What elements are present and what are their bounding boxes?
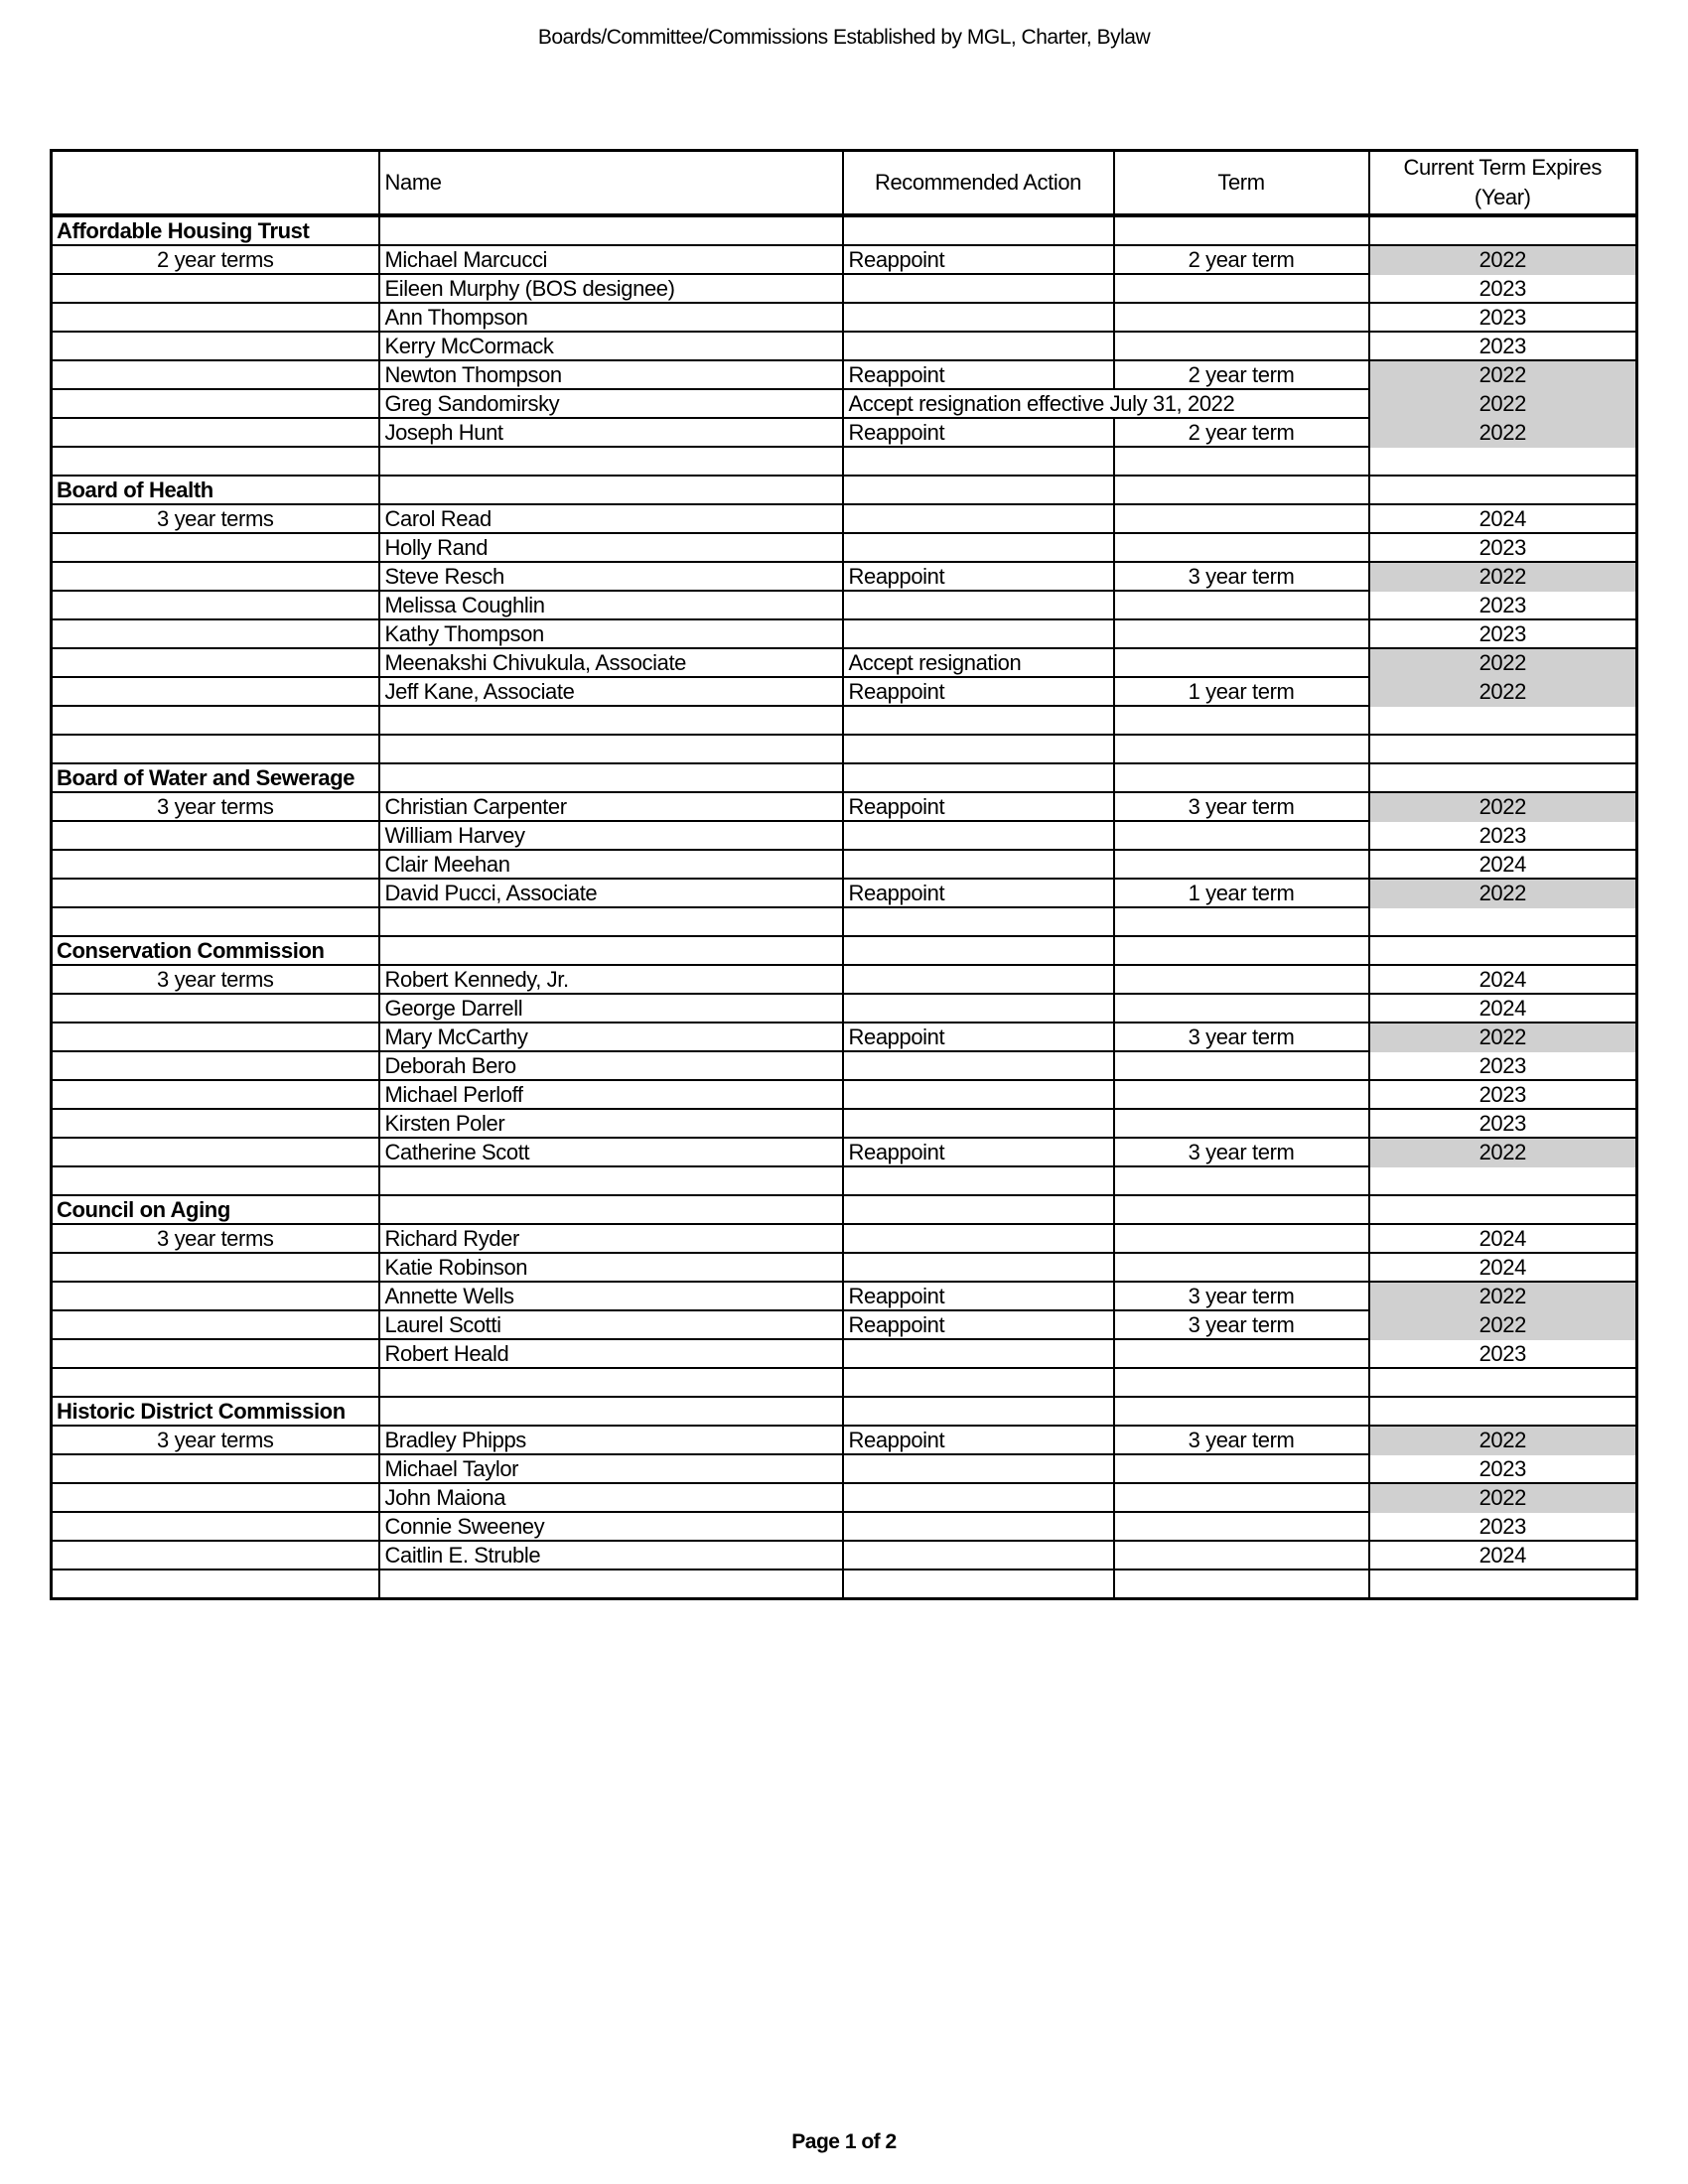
header-term: Term xyxy=(1114,151,1369,216)
member-name: Richard Ryder xyxy=(379,1224,843,1253)
recommended-action xyxy=(843,1541,1114,1570)
member-name: George Darrell xyxy=(379,994,843,1023)
recommended-action xyxy=(843,1512,1114,1541)
empty-cell xyxy=(52,1109,379,1138)
term xyxy=(1114,1224,1369,1253)
empty-cell xyxy=(379,735,843,763)
empty-cell xyxy=(52,1512,379,1541)
member-row xyxy=(52,389,1637,418)
recommended-action: Accept resignation effective July 31, 2022 xyxy=(843,389,1369,418)
empty-cell xyxy=(843,476,1114,504)
member-name: Eileen Murphy (BOS designee) xyxy=(379,274,843,303)
member-name: Michael Perloff xyxy=(379,1080,843,1109)
empty-cell xyxy=(379,1368,843,1397)
member-name: Annette Wells xyxy=(379,1282,843,1310)
recommended-action xyxy=(843,1253,1114,1282)
member-name: Connie Sweeney xyxy=(379,1512,843,1541)
empty-cell xyxy=(52,533,379,562)
member-row xyxy=(52,965,1637,994)
member-row xyxy=(52,821,1637,850)
empty-cell xyxy=(1114,1166,1369,1195)
group-title-row xyxy=(52,215,1637,245)
term-expires-year: 2023 xyxy=(1369,533,1637,562)
table-body xyxy=(52,215,1637,1599)
member-row xyxy=(52,1138,1637,1166)
recommended-action: Reappoint xyxy=(843,1310,1114,1339)
term xyxy=(1114,533,1369,562)
recommended-action: Reappoint xyxy=(843,562,1114,591)
recommended-action: Accept resignation xyxy=(843,648,1114,677)
term xyxy=(1114,1080,1369,1109)
term xyxy=(1114,1109,1369,1138)
term xyxy=(1114,504,1369,533)
recommended-action: Reappoint xyxy=(843,792,1114,821)
term-expires-year: 2023 xyxy=(1369,332,1637,360)
empty-cell xyxy=(1114,735,1369,763)
empty-cell xyxy=(1114,1368,1369,1397)
member-row xyxy=(52,850,1637,879)
member-row xyxy=(52,533,1637,562)
empty-cell xyxy=(379,907,843,936)
member-row xyxy=(52,332,1637,360)
recommended-action xyxy=(843,1080,1114,1109)
member-row xyxy=(52,1023,1637,1051)
empty-cell xyxy=(52,1541,379,1570)
member-name: Robert Heald xyxy=(379,1339,843,1368)
empty-cell xyxy=(52,677,379,706)
header-current-term-expires: Current Term Expires (Year) xyxy=(1369,151,1637,216)
blank-row xyxy=(52,447,1637,476)
member-row xyxy=(52,879,1637,907)
empty-cell xyxy=(1369,907,1637,936)
term-expires-year: 2023 xyxy=(1369,303,1637,332)
member-name: Christian Carpenter xyxy=(379,792,843,821)
term-expires-year: 2024 xyxy=(1369,1224,1637,1253)
member-row xyxy=(52,619,1637,648)
empty-cell xyxy=(843,1397,1114,1426)
member-name: Clair Meehan xyxy=(379,850,843,879)
recommended-action xyxy=(843,1224,1114,1253)
group-name: Historic District Commission xyxy=(52,1397,379,1426)
empty-cell xyxy=(1114,763,1369,792)
member-row xyxy=(52,1310,1637,1339)
recommended-action xyxy=(843,850,1114,879)
term: 3 year term xyxy=(1114,792,1369,821)
term-expires-year: 2022 xyxy=(1369,562,1637,591)
term: 3 year term xyxy=(1114,1426,1369,1454)
member-row xyxy=(52,591,1637,619)
group-title-row xyxy=(52,1195,1637,1224)
term: 1 year term xyxy=(1114,677,1369,706)
empty-cell xyxy=(52,648,379,677)
member-row xyxy=(52,677,1637,706)
empty-cell xyxy=(52,879,379,907)
empty-cell xyxy=(52,1166,379,1195)
empty-cell xyxy=(843,1570,1114,1599)
group-name: Affordable Housing Trust xyxy=(52,215,379,245)
term-expires-year: 2023 xyxy=(1369,1080,1637,1109)
empty-cell xyxy=(52,360,379,389)
member-row xyxy=(52,1541,1637,1570)
member-name: Deborah Bero xyxy=(379,1051,843,1080)
member-name: Meenakshi Chivukula, Associate xyxy=(379,648,843,677)
empty-cell xyxy=(1369,1397,1637,1426)
term-expires-year: 2022 xyxy=(1369,792,1637,821)
group-name: Council on Aging xyxy=(52,1195,379,1224)
term xyxy=(1114,965,1369,994)
empty-cell xyxy=(52,1282,379,1310)
empty-cell xyxy=(843,936,1114,965)
term-expires-year: 2022 xyxy=(1369,1310,1637,1339)
group-name: Conservation Commission xyxy=(52,936,379,965)
member-name: Joseph Hunt xyxy=(379,418,843,447)
empty-cell xyxy=(843,1368,1114,1397)
blank-row xyxy=(52,1166,1637,1195)
empty-cell xyxy=(52,850,379,879)
term: 3 year term xyxy=(1114,562,1369,591)
term xyxy=(1114,591,1369,619)
empty-cell xyxy=(1369,735,1637,763)
empty-cell xyxy=(52,303,379,332)
member-name: Holly Rand xyxy=(379,533,843,562)
empty-cell xyxy=(1114,215,1369,245)
member-row xyxy=(52,303,1637,332)
empty-cell xyxy=(52,389,379,418)
term xyxy=(1114,1483,1369,1512)
term xyxy=(1114,274,1369,303)
group-title-row xyxy=(52,1397,1637,1426)
term-expires-year: 2023 xyxy=(1369,619,1637,648)
term-expires-year: 2023 xyxy=(1369,1051,1637,1080)
member-name: Jeff Kane, Associate xyxy=(379,677,843,706)
empty-cell xyxy=(1114,1397,1369,1426)
header-row xyxy=(52,151,1637,216)
member-row xyxy=(52,648,1637,677)
term xyxy=(1114,619,1369,648)
term-expires-year: 2022 xyxy=(1369,245,1637,274)
recommended-action xyxy=(843,274,1114,303)
empty-cell xyxy=(843,735,1114,763)
recommended-action: Reappoint xyxy=(843,418,1114,447)
empty-cell xyxy=(1114,907,1369,936)
empty-cell xyxy=(843,763,1114,792)
term: 2 year term xyxy=(1114,245,1369,274)
empty-cell xyxy=(52,1310,379,1339)
member-row xyxy=(52,1483,1637,1512)
member-row xyxy=(52,994,1637,1023)
member-row xyxy=(52,1426,1637,1454)
member-row xyxy=(52,1282,1637,1310)
empty-cell xyxy=(52,994,379,1023)
header-recommended-action: Recommended Action xyxy=(843,151,1114,216)
empty-cell xyxy=(1369,1570,1637,1599)
recommended-action: Reappoint xyxy=(843,1138,1114,1166)
term-expires-year: 2022 xyxy=(1369,1138,1637,1166)
member-row xyxy=(52,418,1637,447)
empty-cell xyxy=(1369,476,1637,504)
member-name: Greg Sandomirsky xyxy=(379,389,843,418)
term-expires-year: 2024 xyxy=(1369,994,1637,1023)
blank-row xyxy=(52,1368,1637,1397)
empty-cell xyxy=(52,735,379,763)
empty-cell xyxy=(52,1253,379,1282)
term-expires-year: 2022 xyxy=(1369,648,1637,677)
recommended-action xyxy=(843,504,1114,533)
empty-cell xyxy=(52,907,379,936)
member-name: Melissa Coughlin xyxy=(379,591,843,619)
member-name: Steve Resch xyxy=(379,562,843,591)
empty-cell xyxy=(843,907,1114,936)
member-row xyxy=(52,1224,1637,1253)
empty-cell xyxy=(1114,706,1369,735)
empty-cell xyxy=(52,706,379,735)
term-expires-year: 2024 xyxy=(1369,965,1637,994)
empty-cell xyxy=(52,562,379,591)
empty-cell xyxy=(52,1023,379,1051)
empty-cell xyxy=(1369,1195,1637,1224)
group-name: Board of Health xyxy=(52,476,379,504)
empty-cell xyxy=(1114,936,1369,965)
member-name: Michael Taylor xyxy=(379,1454,843,1483)
term xyxy=(1114,994,1369,1023)
empty-cell xyxy=(379,763,843,792)
empty-cell xyxy=(52,821,379,850)
header-name: Name xyxy=(379,151,843,216)
empty-cell xyxy=(52,447,379,476)
term-expires-year: 2022 xyxy=(1369,389,1637,418)
recommended-action xyxy=(843,1454,1114,1483)
empty-cell xyxy=(1369,1368,1637,1397)
member-row xyxy=(52,1454,1637,1483)
group-terms: 3 year terms xyxy=(52,1224,379,1253)
term xyxy=(1114,1253,1369,1282)
member-name: Catherine Scott xyxy=(379,1138,843,1166)
term xyxy=(1114,850,1369,879)
empty-cell xyxy=(379,1166,843,1195)
empty-cell xyxy=(843,215,1114,245)
member-row xyxy=(52,1253,1637,1282)
term-expires-year: 2023 xyxy=(1369,1512,1637,1541)
empty-cell xyxy=(843,706,1114,735)
term-expires-year: 2024 xyxy=(1369,504,1637,533)
empty-cell xyxy=(52,619,379,648)
page-number: Page 1 of 2 xyxy=(791,2130,897,2153)
group-terms: 3 year terms xyxy=(52,504,379,533)
term xyxy=(1114,1051,1369,1080)
blank-row xyxy=(52,1570,1637,1599)
empty-cell xyxy=(843,447,1114,476)
member-name: Laurel Scotti xyxy=(379,1310,843,1339)
term-expires-year: 2022 xyxy=(1369,1023,1637,1051)
empty-cell xyxy=(52,1051,379,1080)
member-name: Robert Kennedy, Jr. xyxy=(379,965,843,994)
empty-cell xyxy=(379,215,843,245)
blank-row xyxy=(52,735,1637,763)
member-row xyxy=(52,1080,1637,1109)
term xyxy=(1114,821,1369,850)
member-name: Carol Read xyxy=(379,504,843,533)
empty-cell xyxy=(843,1195,1114,1224)
blank-row xyxy=(52,907,1637,936)
group-title-row xyxy=(52,763,1637,792)
empty-cell xyxy=(52,1483,379,1512)
term-expires-year: 2022 xyxy=(1369,879,1637,907)
term-expires-year: 2023 xyxy=(1369,1109,1637,1138)
member-row xyxy=(52,792,1637,821)
empty-cell xyxy=(379,1195,843,1224)
empty-cell xyxy=(1369,215,1637,245)
recommended-action: Reappoint xyxy=(843,360,1114,389)
term: 3 year term xyxy=(1114,1023,1369,1051)
empty-cell xyxy=(52,274,379,303)
term xyxy=(1114,303,1369,332)
member-name: Kirsten Poler xyxy=(379,1109,843,1138)
empty-cell xyxy=(1114,1570,1369,1599)
member-row xyxy=(52,1051,1637,1080)
member-name: Katie Robinson xyxy=(379,1253,843,1282)
term-expires-year: 2024 xyxy=(1369,1253,1637,1282)
term xyxy=(1114,1541,1369,1570)
term: 3 year term xyxy=(1114,1138,1369,1166)
term xyxy=(1114,1454,1369,1483)
recommended-action xyxy=(843,1339,1114,1368)
term: 2 year term xyxy=(1114,360,1369,389)
empty-cell xyxy=(52,591,379,619)
member-row xyxy=(52,504,1637,533)
recommended-action: Reappoint xyxy=(843,879,1114,907)
empty-cell xyxy=(379,1397,843,1426)
member-row xyxy=(52,1109,1637,1138)
group-terms: 3 year terms xyxy=(52,792,379,821)
empty-cell xyxy=(1114,476,1369,504)
member-row xyxy=(52,245,1637,274)
member-name: John Maiona xyxy=(379,1483,843,1512)
term-expires-year: 2023 xyxy=(1369,1454,1637,1483)
empty-cell xyxy=(379,476,843,504)
group-name: Board of Water and Sewerage xyxy=(52,763,379,792)
empty-cell xyxy=(379,936,843,965)
boards-table xyxy=(50,149,1638,1600)
empty-cell xyxy=(843,1166,1114,1195)
empty-cell xyxy=(1114,1195,1369,1224)
empty-cell xyxy=(52,1080,379,1109)
member-name: Kathy Thompson xyxy=(379,619,843,648)
group-terms: 2 year terms xyxy=(52,245,379,274)
term-expires-year: 2024 xyxy=(1369,850,1637,879)
term-expires-year: 2022 xyxy=(1369,1483,1637,1512)
member-row xyxy=(52,562,1637,591)
term: 1 year term xyxy=(1114,879,1369,907)
group-title-row xyxy=(52,476,1637,504)
empty-cell xyxy=(1369,706,1637,735)
member-name: Bradley Phipps xyxy=(379,1426,843,1454)
document-title: Boards/Committee/Commissions Established by MGL, Charter, Bylaw xyxy=(537,26,1151,49)
term: 2 year term xyxy=(1114,418,1369,447)
term-expires-year: 2023 xyxy=(1369,1339,1637,1368)
empty-cell xyxy=(52,1138,379,1166)
recommended-action xyxy=(843,994,1114,1023)
empty-cell xyxy=(1369,1166,1637,1195)
term xyxy=(1114,1512,1369,1541)
header-board xyxy=(52,151,379,216)
member-row xyxy=(52,274,1637,303)
member-name: Kerry McCormack xyxy=(379,332,843,360)
recommended-action xyxy=(843,821,1114,850)
recommended-action xyxy=(843,1051,1114,1080)
empty-cell xyxy=(52,1454,379,1483)
member-name: William Harvey xyxy=(379,821,843,850)
recommended-action xyxy=(843,1109,1114,1138)
blank-row xyxy=(52,706,1637,735)
group-terms: 3 year terms xyxy=(52,965,379,994)
term-expires-year: 2022 xyxy=(1369,418,1637,447)
recommended-action xyxy=(843,533,1114,562)
term xyxy=(1114,1339,1369,1368)
recommended-action: Reappoint xyxy=(843,245,1114,274)
recommended-action: Reappoint xyxy=(843,1282,1114,1310)
term-expires-year: 2022 xyxy=(1369,1426,1637,1454)
empty-cell xyxy=(379,1570,843,1599)
recommended-action: Reappoint xyxy=(843,1426,1114,1454)
empty-cell xyxy=(379,706,843,735)
term xyxy=(1114,648,1369,677)
term: 3 year term xyxy=(1114,1282,1369,1310)
empty-cell xyxy=(52,1339,379,1368)
term-expires-year: 2022 xyxy=(1369,677,1637,706)
term: 3 year term xyxy=(1114,1310,1369,1339)
recommended-action xyxy=(843,332,1114,360)
recommended-action xyxy=(843,619,1114,648)
recommended-action xyxy=(843,1483,1114,1512)
empty-cell xyxy=(1114,447,1369,476)
empty-cell xyxy=(52,418,379,447)
group-title-row xyxy=(52,936,1637,965)
member-name: Michael Marcucci xyxy=(379,245,843,274)
member-row xyxy=(52,1339,1637,1368)
empty-cell xyxy=(52,332,379,360)
member-name: Ann Thompson xyxy=(379,303,843,332)
member-name: Mary McCarthy xyxy=(379,1023,843,1051)
member-name: Newton Thompson xyxy=(379,360,843,389)
member-row xyxy=(52,1512,1637,1541)
empty-cell xyxy=(1369,763,1637,792)
empty-cell xyxy=(52,1368,379,1397)
term-expires-year: 2024 xyxy=(1369,1541,1637,1570)
term-expires-year: 2023 xyxy=(1369,591,1637,619)
member-name: David Pucci, Associate xyxy=(379,879,843,907)
empty-cell xyxy=(52,1570,379,1599)
recommended-action xyxy=(843,591,1114,619)
term-expires-year: 2022 xyxy=(1369,1282,1637,1310)
member-name: Caitlin E. Struble xyxy=(379,1541,843,1570)
empty-cell xyxy=(379,447,843,476)
term-expires-year: 2023 xyxy=(1369,821,1637,850)
term-expires-year: 2022 xyxy=(1369,360,1637,389)
recommended-action: Reappoint xyxy=(843,1023,1114,1051)
term-expires-year: 2023 xyxy=(1369,274,1637,303)
recommended-action: Reappoint xyxy=(843,677,1114,706)
member-row xyxy=(52,360,1637,389)
recommended-action xyxy=(843,303,1114,332)
empty-cell xyxy=(1369,447,1637,476)
empty-cell xyxy=(1369,936,1637,965)
term xyxy=(1114,332,1369,360)
recommended-action xyxy=(843,965,1114,994)
group-terms: 3 year terms xyxy=(52,1426,379,1454)
